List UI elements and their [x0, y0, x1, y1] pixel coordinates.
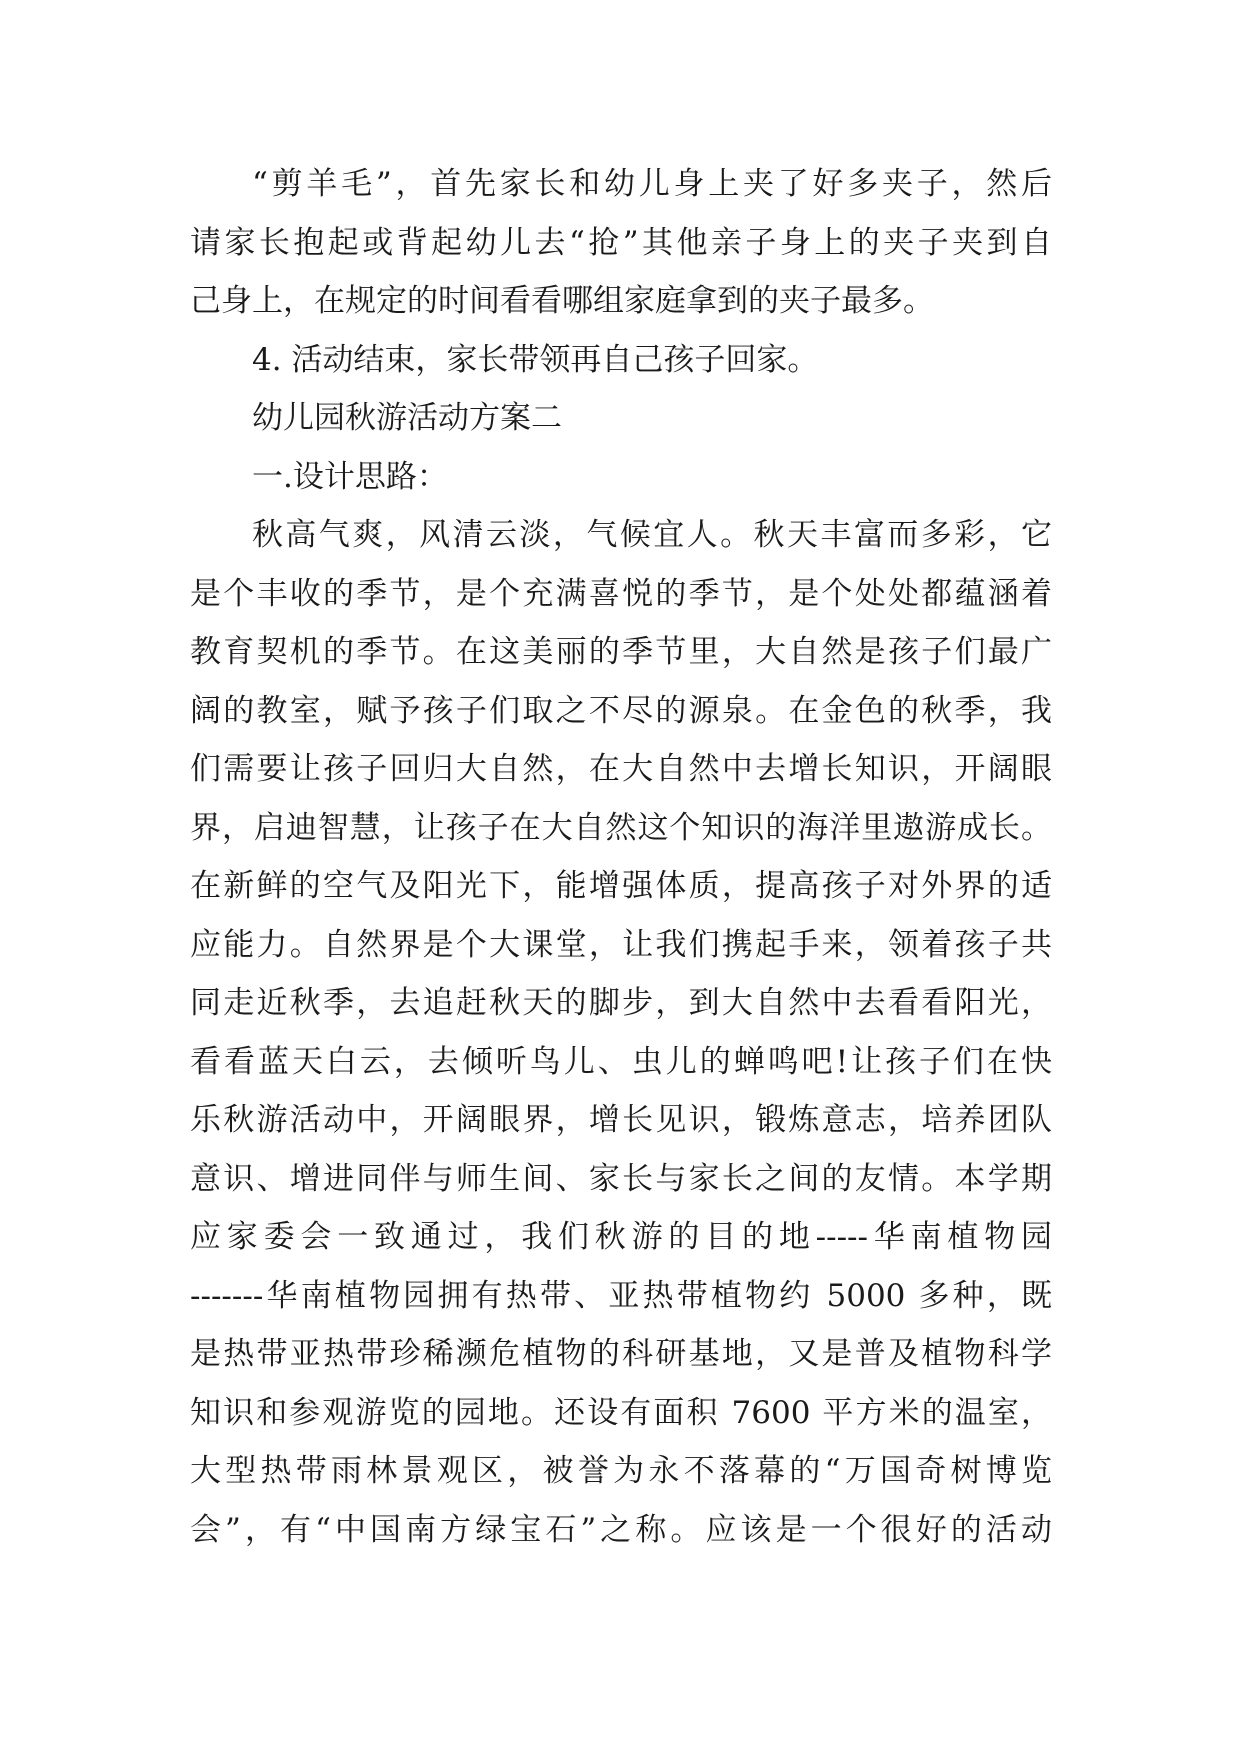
paragraph-line: 是个丰收的季节，是个充满喜悦的季节，是个处处都蕴涵着 — [190, 575, 1052, 612]
paragraph-line: 是热带亚热带珍稀濒危植物的科研基地，又是普及植物科学 — [190, 1336, 1052, 1372]
paragraph-line: 应能力。自然界是个大课堂，让我们携起手来，领着孩子共 — [190, 926, 1052, 963]
subsection-heading: 一.设计思路： — [252, 458, 448, 495]
paragraph-line: 们需要让孩子回归大自然，在大自然中去增长知识，开阔眼 — [190, 751, 1052, 787]
paragraph-line: 界，启迪智慧，让孩子在大自然这个知识的海洋里遨游成长。 — [190, 809, 1052, 846]
section-heading: 幼儿园秋游活动方案二 — [252, 400, 562, 436]
paragraph-line: 4. 活动结束，家长带领再自己孩子回家。 — [252, 341, 819, 378]
paragraph-line: 看看蓝天白云，去倾听鸟儿、虫儿的蝉鸣吧!让孩子们在快 — [190, 1043, 1052, 1080]
paragraph-line: 秋高气爽，风清云淡，气候宜人。秋天丰富而多彩，它 — [252, 517, 1052, 553]
paragraph-line: 阔的教室，赋予孩子们取之不尽的源泉。在金色的秋季，我 — [190, 692, 1052, 729]
paragraph-line: 教育契机的季节。在这美丽的季节里，大自然是孩子们最广 — [190, 634, 1052, 670]
paragraph-line: 己身上，在规定的时间看看哪组家庭拿到的夹子最多。 — [190, 283, 934, 319]
paragraph-line: “剪羊毛”，首先家长和幼儿身上夹了好多夹子，然后 — [252, 166, 1052, 202]
paragraph-line: 同走近秋季，去追赶秋天的脚步，到大自然中去看看阳光， — [190, 985, 1052, 1021]
paragraph-line: 乐秋游活动中，开阔眼界，增长见识，锻炼意志，培养团队 — [190, 1102, 1052, 1138]
paragraph-line: 会”，有“中国南方绿宝石”之称。应该是一个很好的活动 — [190, 1511, 1052, 1548]
document-body — [190, 155, 1052, 1559]
paragraph-line: 大型热带雨林景观区，被誉为永不落幕的“万国奇树博览 — [190, 1453, 1052, 1489]
paragraph-line: 在新鲜的空气及阳光下，能增强体质，提高孩子对外界的适 — [190, 868, 1052, 904]
paragraph-line: 请家长抱起或背起幼儿去“抢”其他亲子身上的夹子夹到自 — [190, 224, 1052, 261]
paragraph-line: 知识和参观游览的园地。还设有面积 7600 平方米的温室， — [190, 1394, 1052, 1431]
paragraph-line: -------华南植物园拥有热带、亚热带植物约 5000 多种，既 — [190, 1277, 1052, 1314]
paragraph-line: 应家委会一致通过，我们秋游的目的地-----华南植物园 — [190, 1219, 1052, 1255]
paragraph-line: 意识、增进同伴与师生间、家长与家长之间的友情。本学期 — [190, 1160, 1052, 1197]
